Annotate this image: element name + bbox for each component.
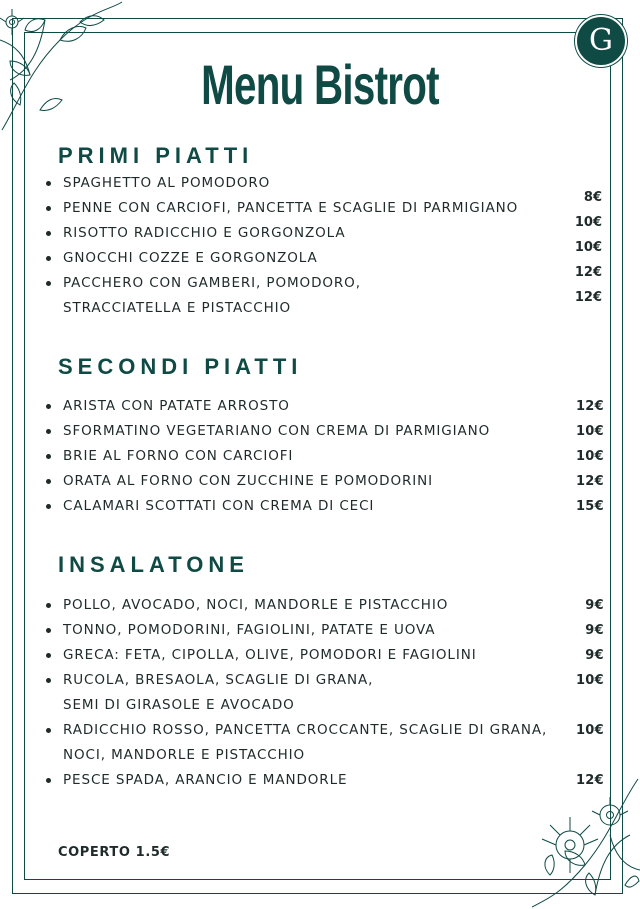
list-item: [44, 221, 604, 246]
item-name: RISOTTO RADICCHIO E GORGONZOLA: [63, 225, 346, 241]
list-item: [44, 469, 604, 494]
list-item: [44, 271, 604, 321]
item-name: GNOCCHI COZZE E GORGONZOLA: [63, 250, 318, 266]
bullet-icon: [46, 504, 51, 509]
list-item: [44, 593, 604, 618]
secondi-list: [44, 394, 604, 519]
item-price: 10€: [574, 215, 602, 230]
bullet-icon: [46, 404, 51, 409]
item-price: 10€: [574, 240, 602, 255]
bullet-icon: [46, 429, 51, 434]
item-price: 8€: [583, 190, 602, 205]
bullet-icon: [46, 256, 51, 261]
item-price: 12€: [575, 474, 604, 489]
item-name: GRECA: FETA, CIPOLLA, OLIVE, POMODORI E FAGIOLINI: [63, 647, 477, 663]
insalatone-list: [44, 593, 604, 793]
page-title: Menu Bistrot: [201, 53, 439, 116]
item-name: PENNE CON CARCIOFI, PANCETTA E SCAGLIE DI PARMIGIANO: [63, 200, 519, 216]
item-price: 10€: [575, 673, 604, 688]
item-name: ARISTA CON PATATE ARROSTO: [63, 398, 290, 414]
item-name: POLLO, AVOCADO, NOCI, MANDORLE E PISTACCHIO: [63, 597, 449, 613]
list-item: [44, 196, 604, 221]
item-price: 9€: [585, 623, 604, 638]
item-price: 12€: [575, 773, 604, 788]
item-name: PACCHERO CON GAMBERI, POMODORO, STRACCIATELLA E PISTACCHIO: [63, 275, 361, 316]
primi-list: [44, 171, 604, 321]
bullet-icon: [46, 181, 51, 186]
list-item: [44, 768, 604, 793]
item-name: BRIE AL FORNO CON CARCIOFI: [63, 448, 294, 464]
item-name: CALAMARI SCOTTATI CON CREMA DI CECI: [63, 498, 375, 514]
list-item: [44, 394, 604, 419]
list-item: [44, 494, 604, 519]
logo-letter: G: [589, 23, 613, 58]
section-title-primi: PRIMI PIATTI: [58, 143, 254, 168]
list-item: [44, 444, 604, 469]
bullet-icon: [46, 231, 51, 236]
list-item: [44, 246, 604, 271]
bullet-icon: [46, 728, 51, 733]
list-item: [44, 718, 604, 768]
bullet-icon: [46, 678, 51, 683]
item-price: 10€: [575, 723, 604, 738]
bullet-icon: [46, 206, 51, 211]
floral-decoration-bottom-right: [530, 775, 640, 909]
item-price: 9€: [585, 648, 604, 663]
section-title-insalatone: INSALATONE: [58, 552, 249, 577]
section-title-secondi: SECONDI PIATTI: [58, 354, 303, 379]
item-price: 12€: [575, 399, 604, 414]
item-name: RUCOLA, BRESAOLA, SCAGLIE DI GRANA, SEMI DI GIRASOLE E AVOCADO: [63, 672, 374, 713]
bullet-icon: [46, 281, 51, 286]
item-price: 10€: [575, 449, 604, 464]
list-item: [44, 618, 604, 643]
coperto-note: COPERTO 1.5€: [58, 845, 171, 860]
primi-price-column: [575, 185, 602, 310]
item-price: 12€: [574, 290, 602, 305]
list-item: [44, 668, 604, 718]
bullet-icon: [46, 778, 51, 783]
item-price: 12€: [574, 265, 602, 280]
list-item: [44, 419, 604, 444]
item-price: 9€: [585, 598, 604, 613]
bullet-icon: [46, 628, 51, 633]
bullet-icon: [46, 603, 51, 608]
bullet-icon: [46, 479, 51, 484]
item-name: PESCE SPADA, ARANCIO E MANDORLE: [63, 772, 348, 788]
item-name: TONNO, POMODORINI, FAGIOLINI, PATATE E UOVA: [63, 622, 436, 638]
logo-badge: [575, 15, 627, 67]
list-item: [44, 171, 604, 196]
item-price: 15€: [575, 499, 604, 514]
list-item: [44, 643, 604, 668]
item-name: SFORMATINO VEGETARIANO CON CREMA DI PARMIGIANO: [63, 423, 491, 439]
item-name: RADICCHIO ROSSO, PANCETTA CROCCANTE, SCAGLIE DI GRANA, NOCI, MANDORLE E PISTACCHIO: [63, 722, 548, 763]
item-name: ORATA AL FORNO CON ZUCCHINE E POMODORINI: [63, 473, 434, 489]
item-name: SPAGHETTO AL POMODORO: [63, 175, 271, 191]
item-price: 10€: [575, 424, 604, 439]
bullet-icon: [46, 454, 51, 459]
bullet-icon: [46, 653, 51, 658]
